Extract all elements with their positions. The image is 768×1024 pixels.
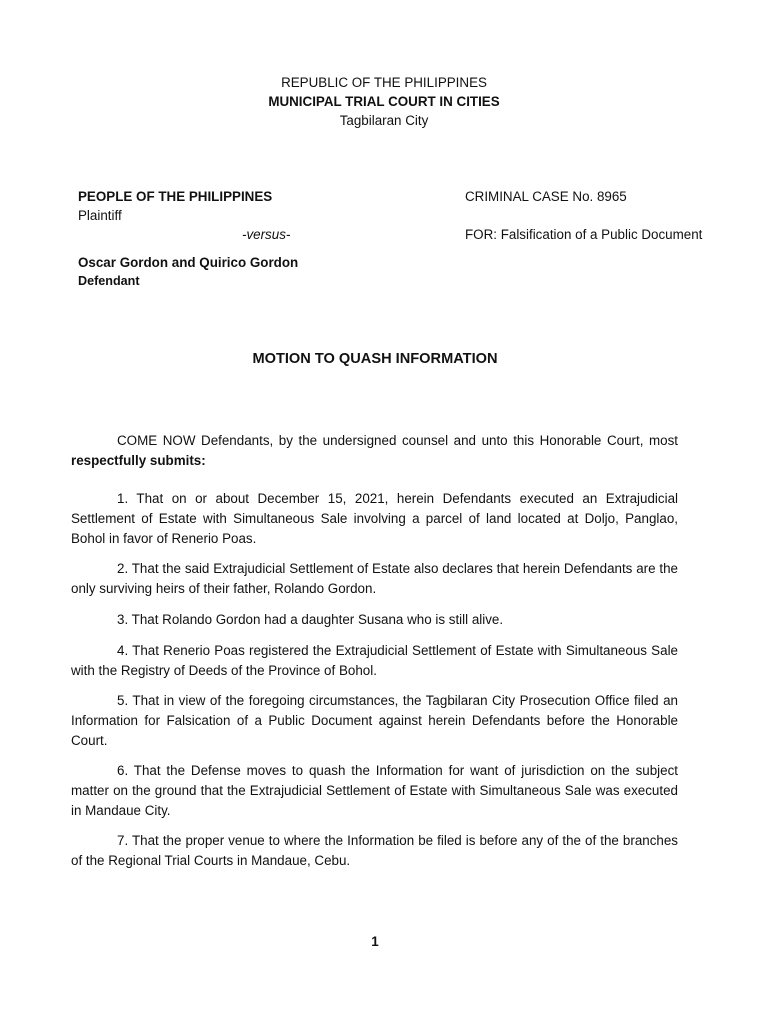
case-offense: FOR: Falsification of a Public Document [465, 227, 703, 242]
header-republic: REPUBLIC OF THE PHILIPPINES [281, 75, 487, 90]
case-number: CRIMINAL CASE No. 8965 [465, 189, 627, 204]
paragraph-4: 4. That Renerio Poas registered the Extrajudicial Settlement of Estate with Simultaneous Sale with the Registry of Deeds of the Province of Bohol. [71, 643, 678, 678]
defendant-role: Defendant [78, 274, 140, 288]
plaintiff-name: PEOPLE OF THE PHILIPPINES [78, 189, 273, 204]
intro-paragraph [71, 431, 678, 471]
paragraph-5: 5. That in view of the foregoing circumstances, the Tagbilaran City Prosecution Office filed an Information for Falsication of a Public Document against herein Defendants before the Honorable Court. [71, 693, 678, 748]
plaintiff-role: Plaintiff [78, 208, 122, 223]
page-number: 1 [371, 934, 379, 949]
document-title: MOTION TO QUASH INFORMATION [252, 351, 498, 367]
paragraph-1: 1. That on or about December 15, 2021, herein Defendants executed an Extrajudicial Settlement of Estate with Simultaneous Sale involving a parcel of land located at Doljo, Panglao, Bohol in favor of Renerio Poas. [71, 491, 678, 546]
paragraph-7: 7. That the proper venue to where the Information be filed is before any of the of the branches of the Regional Trial Courts in Mandaue, Cebu. [71, 833, 678, 868]
defendant-name: Oscar Gordon and Quirico Gordon [78, 255, 299, 270]
intro-tail: respectfully submits: [71, 453, 206, 468]
paragraph-2: 2. That the said Extrajudicial Settlement of Estate also declares that herein Defendants are the only surviving heirs of their father, Rolando Gordon. [71, 561, 678, 596]
header-city: Tagbilaran City [339, 113, 429, 128]
paragraph-3: 3. That Rolando Gordon had a daughter Susana who is still alive. [117, 612, 504, 627]
header-court: MUNICIPAL TRIAL COURT IN CITIES [268, 94, 500, 109]
intro-lead: COME NOW Defendants, by the undersigned counsel and unto this Honorable Court, most [117, 433, 678, 448]
paragraph-6: 6. That the Defense moves to quash the Information for want of jurisdiction on the subject matter on the ground that the Extrajudicial Settlement of Estate with Simultaneous Sale was executed in Mandaue City. [71, 763, 678, 818]
versus-label: -versus- [242, 227, 291, 242]
